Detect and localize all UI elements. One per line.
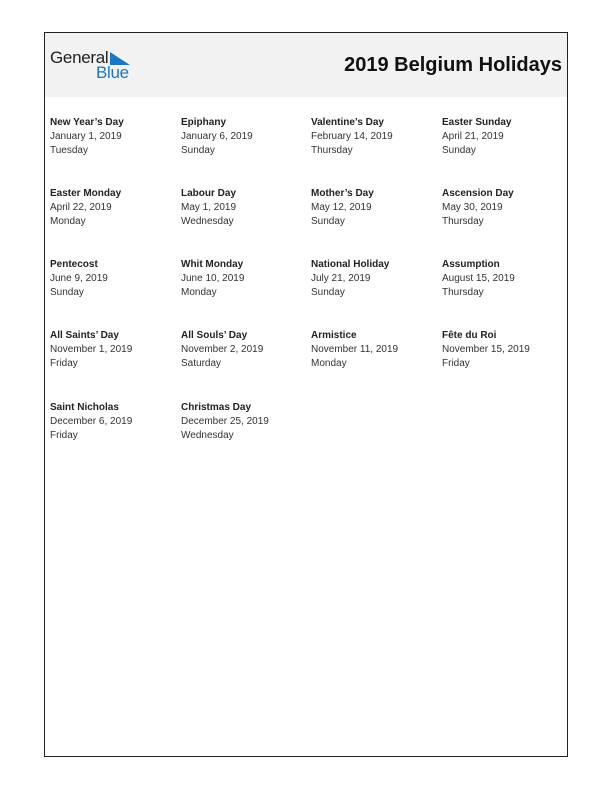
holiday-weekday: Thursday (442, 287, 484, 298)
holiday-name: Valentine’s Day (311, 117, 384, 128)
holiday-date: January 1, 2019 (50, 131, 122, 142)
holiday-weekday: Wednesday (181, 430, 234, 441)
holiday-name: Easter Sunday (442, 117, 512, 128)
holiday-date: May 12, 2019 (311, 202, 372, 213)
holiday-name: Pentecost (50, 259, 98, 270)
holiday-name: All Souls’ Day (181, 330, 248, 341)
holiday-item (442, 187, 570, 229)
holiday-date: November 1, 2019 (50, 344, 133, 355)
header-band (45, 33, 567, 97)
holiday-weekday: Friday (50, 430, 78, 441)
holiday-item (50, 401, 178, 443)
logo-word-general: General (50, 48, 109, 67)
holiday-item (442, 329, 570, 371)
holiday-date: February 14, 2019 (311, 131, 393, 142)
holiday-name: Fête du Roi (442, 330, 497, 341)
holiday-item (181, 258, 309, 300)
holiday-date: May 30, 2019 (442, 202, 503, 213)
holiday-date: December 25, 2019 (181, 416, 269, 427)
holiday-weekday: Friday (442, 358, 470, 369)
holiday-item (181, 116, 309, 158)
holiday-item (442, 116, 570, 158)
holiday-name: New Year’s Day (50, 117, 124, 128)
holiday-name: Whit Monday (181, 259, 244, 270)
holiday-name: Labour Day (181, 188, 237, 199)
holiday-name: Easter Monday (50, 188, 122, 199)
holiday-item (181, 187, 309, 229)
holiday-date: November 11, 2019 (311, 344, 399, 355)
holiday-date: November 15, 2019 (442, 344, 530, 355)
holiday-weekday: Thursday (442, 216, 484, 227)
holiday-name: National Holiday (311, 259, 390, 270)
holiday-name: Saint Nicholas (50, 402, 119, 413)
holiday-item (50, 258, 178, 300)
holiday-date: April 22, 2019 (50, 202, 112, 213)
holiday-item (181, 401, 309, 443)
holiday-date: June 10, 2019 (181, 273, 245, 284)
holiday-date: June 9, 2019 (50, 273, 108, 284)
logo-word-blue: Blue (96, 63, 129, 82)
page-title: 2019 Belgium Holidays (344, 54, 562, 76)
holiday-name: Mother’s Day (311, 188, 374, 199)
holiday-item (311, 329, 439, 371)
holiday-item (50, 116, 178, 158)
holiday-weekday: Saturday (181, 358, 222, 369)
holiday-date: January 6, 2019 (181, 131, 253, 142)
holiday-weekday: Thursday (311, 145, 353, 156)
holiday-name: Assumption (442, 259, 500, 270)
holiday-date: December 6, 2019 (50, 416, 133, 427)
holiday-weekday: Wednesday (181, 216, 234, 227)
holiday-weekday: Monday (50, 216, 86, 227)
logo (50, 49, 140, 83)
holiday-item (311, 187, 439, 229)
holiday-date: July 21, 2019 (311, 273, 371, 284)
holiday-weekday: Sunday (50, 287, 84, 298)
holiday-name: All Saints’ Day (50, 330, 119, 341)
holiday-weekday: Sunday (442, 145, 476, 156)
holiday-item (311, 116, 439, 158)
holiday-weekday: Sunday (311, 287, 345, 298)
holiday-item (181, 329, 309, 371)
holiday-name: Epiphany (181, 117, 227, 128)
holiday-date: April 21, 2019 (442, 131, 504, 142)
holiday-name: Armistice (311, 330, 357, 341)
holiday-item (50, 329, 178, 371)
holiday-name: Ascension Day (442, 188, 514, 199)
holiday-date: August 15, 2019 (442, 273, 515, 284)
holiday-weekday: Sunday (181, 145, 215, 156)
holiday-date: November 2, 2019 (181, 344, 264, 355)
holiday-weekday: Tuesday (50, 145, 88, 156)
holiday-weekday: Friday (50, 358, 78, 369)
holiday-name: Christmas Day (181, 402, 252, 413)
holiday-weekday: Monday (181, 287, 217, 298)
holiday-item (50, 187, 178, 229)
holiday-item (442, 258, 570, 300)
page-frame (44, 32, 568, 757)
holiday-weekday: Monday (311, 358, 347, 369)
holiday-date: May 1, 2019 (181, 202, 237, 213)
holiday-item (311, 258, 439, 300)
holiday-weekday: Sunday (311, 216, 345, 227)
